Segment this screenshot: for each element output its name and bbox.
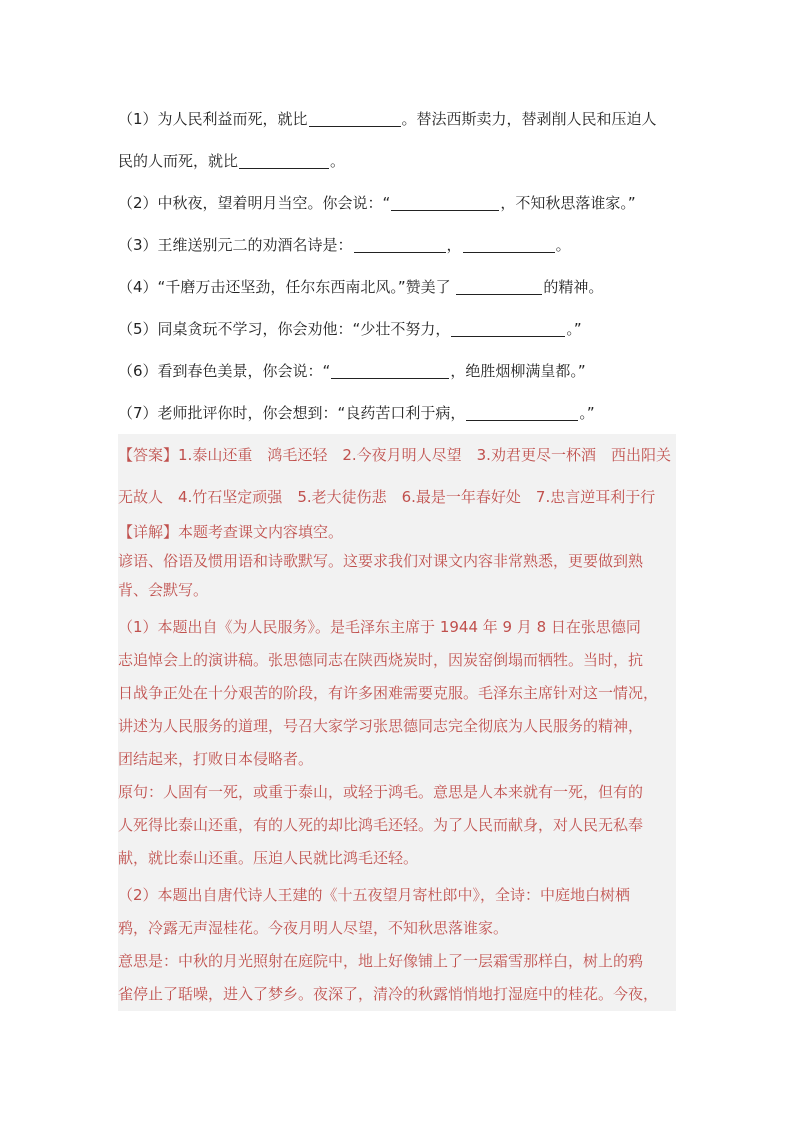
question-line [118, 224, 676, 266]
detail-p1-line: 谚语、俗语及惯用语和诗歌默写。这要求我们对课文内容非常熟悉，更要做到熟 [118, 552, 644, 570]
answer-tag: 【答案】 [118, 446, 179, 464]
answer-blank [451, 320, 565, 337]
question-line [118, 266, 676, 308]
detail-tag: 【详解】 [118, 523, 179, 541]
question-text: （2）中秋夜，望着明月当空。你会说：“ [118, 194, 391, 212]
detail-p2-line: 志追悼会上的演讲稿。张思德同志在陕西烧炭时，因炭窑倒塌而牺牲。当时，抗 [118, 651, 644, 669]
detail-p2-line: （1）本题出自《为人民服务》。是毛泽东主席于 1944 年 9 月 8 日在张思德同 [118, 618, 641, 636]
answer-blank [456, 278, 542, 295]
question-list [118, 98, 676, 434]
answer-section [118, 434, 676, 1011]
detail-p4-line: 鸦，冷露无声湿桂花。今夜月明人尽望，不知秋思落谁家。 [118, 919, 509, 937]
question-line [118, 182, 676, 224]
answer-blank [331, 362, 449, 379]
question-text: （6）看到春色美景，你会说：“ [118, 362, 331, 380]
detail-p5-line: 意思是：中秋的月光照射在庭院中，地上好像铺上了一层霜雪那样白，树上的鸦 [118, 952, 644, 970]
question-line [118, 140, 676, 182]
question-text: （7）老师批评你时，你会想到：“良药苦口利于病， [118, 404, 466, 422]
answer-text-1: 1.泰山还重 鸿毛还轻 2.今夜月明人尽望 3.劝君更尽一杯酒 西出阳关 [178, 446, 671, 464]
detail-p2-line: 讲述为人民服务的道理，号召大家学习张思德同志完全彻底为人民服务的精神， [118, 717, 644, 735]
question-text: 的精神。 [543, 278, 604, 296]
answer-blank [309, 110, 401, 127]
detail-intro: 本题考查课文内容填空。 [178, 523, 344, 541]
detail-p3-line: 献，就比泰山还重。压迫人民就比鸿毛还轻。 [118, 849, 419, 867]
detail-p3-line: 人死得比泰山还重，有的人死的却比鸿毛还轻。为了人民而献身，对人民无私奉 [118, 816, 644, 834]
answer-blank [466, 404, 578, 421]
detail-paragraph-1 [118, 547, 676, 605]
question-text: 。” [566, 320, 582, 338]
detail-paragraph-4 [118, 879, 676, 945]
question-text: 。替法西斯卖力，替剥削人民和压迫人 [401, 110, 657, 128]
question-line [118, 98, 676, 140]
answer-blank [239, 152, 329, 169]
question-text: 民的人而死，就比 [118, 152, 239, 170]
detail-paragraph-2 [118, 611, 676, 776]
answer-line-2 [118, 476, 676, 518]
answer-blank [391, 194, 499, 211]
detail-paragraph-5 [118, 945, 676, 1011]
detail-paragraph-3 [118, 776, 676, 875]
question-text: ，不知秋思落谁家。” [500, 194, 636, 212]
question-line [118, 308, 676, 350]
question-text: ， [446, 236, 462, 254]
answer-blank [463, 236, 555, 253]
detail-p4-line: （2）本题出自唐代诗人王建的《十五夜望月寄杜郎中》，全诗：中庭地白树栖 [118, 886, 631, 904]
answer-blank [354, 236, 446, 253]
question-text: 。 [555, 236, 571, 254]
question-text: （3）王维送别元二的劝酒名诗是： [118, 236, 353, 254]
question-text: ，绝胜烟柳满皇都。” [450, 362, 586, 380]
detail-heading [118, 518, 676, 547]
answer-text-2: 无故人 4.竹石坚定顽强 5.老大徒伤悲 6.最是一年春好处 7.忠言逆耳利于行 [118, 488, 656, 506]
question-text: 。” [579, 404, 595, 422]
answer-line-1 [118, 434, 676, 476]
question-text: 。 [330, 152, 346, 170]
question-line [118, 350, 676, 392]
detail-p2-line: 团结起来，打败日本侵略者。 [118, 750, 314, 768]
question-line [118, 392, 676, 434]
question-text: （4）“千磨万击还坚劲，任尔东西南北风。”赞美了 [118, 278, 456, 296]
detail-p3-line: 原句：人固有一死，或重于泰山，或轻于鸿毛。意思是人本来就有一死，但有的 [118, 783, 644, 801]
detail-p2-line: 日战争正处在十分艰苦的阶段，有许多困难需要克服。毛泽东主席针对这一情况， [118, 684, 659, 702]
detail-p5-line: 雀停止了聒噪，进入了梦乡。夜深了，清冷的秋露悄悄地打湿庭中的桂花。今夜， [118, 985, 659, 1003]
question-text: （1）为人民利益而死，就比 [118, 110, 308, 128]
question-text: （5）同桌贪玩不学习，你会劝他：“少壮不努力， [118, 320, 451, 338]
document-page [118, 98, 676, 1011]
detail-p1-line: 背、会默写。 [118, 581, 209, 599]
